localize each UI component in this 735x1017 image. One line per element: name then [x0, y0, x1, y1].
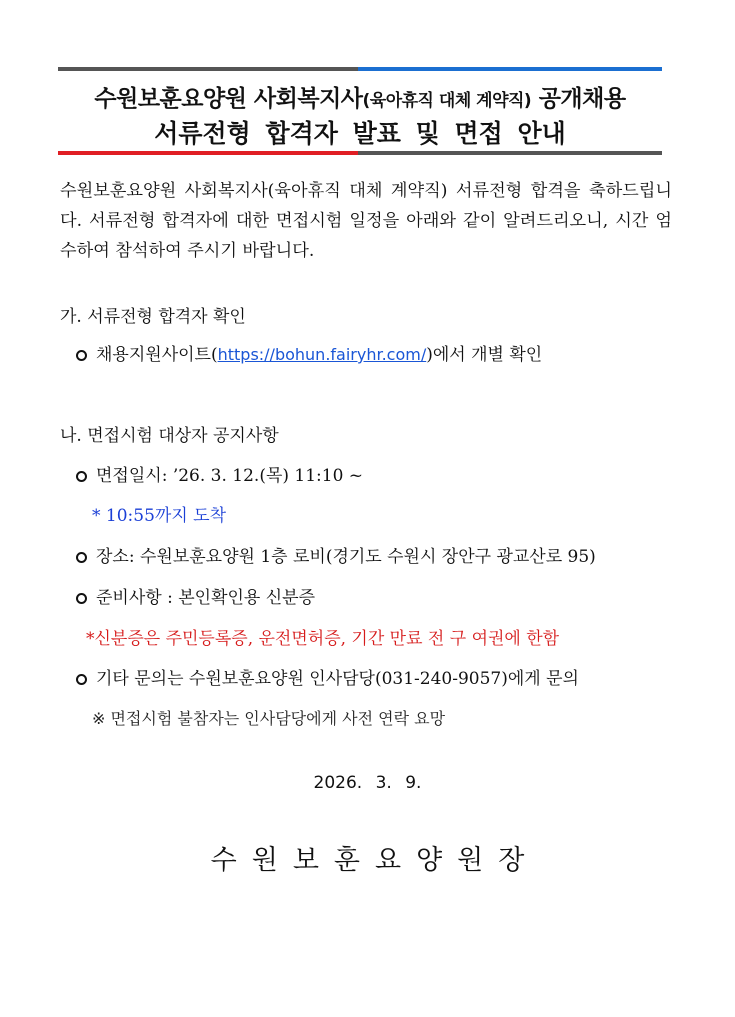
- circle-bullet-icon: [76, 471, 87, 482]
- header-bottom-bar: [58, 151, 662, 155]
- prep-item: [76, 583, 315, 608]
- site-suffix: )에서 개별 확인: [426, 345, 543, 365]
- page-title-line2: 서류전형 합격자 발표 및 면접 안내: [154, 119, 566, 148]
- notice-date: 2026. 3. 9.: [313, 773, 422, 793]
- site-prefix: 채용지원사이트(: [96, 345, 218, 365]
- section-a-item: [76, 340, 542, 365]
- place-item: [76, 542, 596, 567]
- signature: 수원보훈요양원장: [210, 845, 540, 876]
- circle-bullet-icon: [76, 593, 87, 604]
- arrival-note: * 10:55까지 도착: [92, 506, 226, 526]
- contact-text: 기타 문의는 수원보훈요양원 인사담당(031-240-9057)에게 문의: [96, 669, 579, 689]
- place-text: 장소: 수원보훈요양원 1층 로비(경기도 수원시 장안구 광교산로 95): [96, 547, 596, 567]
- id-note: *신분증은 주민등록증, 운전면허증, 기간 만료 전 구 여권에 한함: [86, 629, 560, 649]
- recruit-site-link[interactable]: https://bohun.fairyhr.com/: [217, 345, 427, 364]
- bar-segment-gray: [58, 67, 358, 71]
- contact-item: [76, 664, 579, 689]
- circle-bullet-icon: [76, 674, 87, 685]
- intro-paragraph: 수원보훈요양원 사회복지사(육아휴직 대체 계약직) 서류전형 합격을 축하드립니다. 서류전형 합격자에 대한 면접시험 일정을 아래와 같이 알려드리오니, 시간 엄수하여 참석하여 주시기 바랍니다.: [60, 181, 672, 261]
- section-a-heading: 가. 서류전형 합격자 확인: [60, 307, 246, 327]
- bar-segment-red: [58, 151, 358, 155]
- title-end: 공개채용: [531, 86, 626, 112]
- circle-bullet-icon: [76, 552, 87, 563]
- bar-segment-gray: [358, 151, 662, 155]
- title-main: 수원보훈요양원 사회복지사: [94, 86, 363, 112]
- interview-datetime: 면접일시: ’26. 3. 12.(목) 11:10 ~: [96, 466, 364, 486]
- interview-datetime-item: [76, 461, 363, 486]
- page-title-line1: [58, 80, 662, 113]
- circle-bullet-icon: [76, 350, 87, 361]
- bar-segment-blue: [358, 67, 662, 71]
- header-top-bar: [58, 67, 662, 71]
- absence-note: ※ 면접시험 불참자는 인사담당에게 사전 연락 요망: [92, 709, 446, 728]
- title-paren: (육아휴직 대체 계약직): [362, 91, 532, 111]
- prep-text: 준비사항 : 본인확인용 신분증: [96, 588, 316, 608]
- section-b-heading: 나. 면접시험 대상자 공지사항: [60, 426, 279, 446]
